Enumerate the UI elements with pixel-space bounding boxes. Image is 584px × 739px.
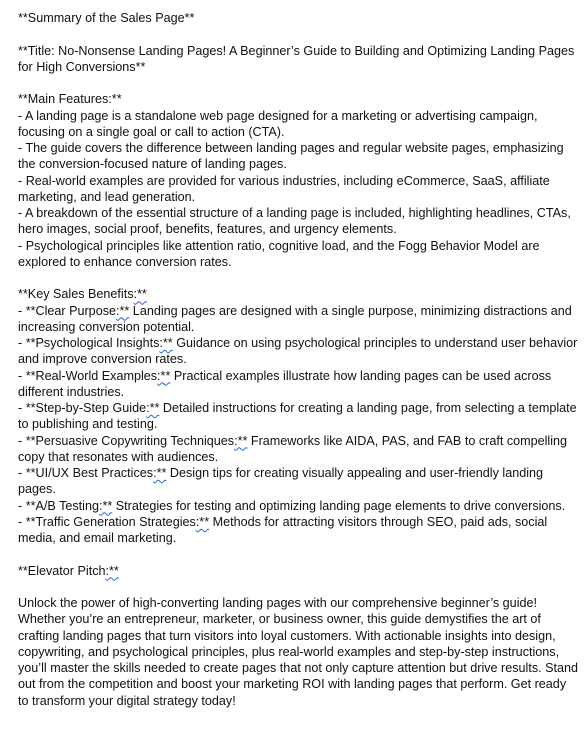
- benefit-text: Guidance on using psychological principles to understand user behavior and improve conversion rates.: [18, 336, 578, 367]
- spellcheck-mark: :**: [116, 303, 130, 318]
- benefit-item: [18, 335, 580, 368]
- benefit-prefix: - **Traffic Generation Strategies: [18, 514, 196, 529]
- spellcheck-mark: :**: [195, 514, 210, 529]
- blank-line: [18, 270, 580, 286]
- main-feature-item: - Real-world examples are provided for various industries, including eCommerce, SaaS, affiliate marketing, and lead generation.: [18, 173, 550, 204]
- benefit-text: Strategies for testing and optimizing landing page elements to drive conversions.: [112, 498, 566, 513]
- elevator-pitch-heading: [18, 563, 580, 579]
- spellcheck-mark: :**: [157, 368, 171, 383]
- title-line: **Title: No-Nonsense Landing Pages! A Beginner’s Guide to Building and Optimizing Landing Pages for High Conversions**: [18, 43, 575, 74]
- benefit-item: [18, 433, 580, 466]
- benefit-text: Methods for attracting visitors through SEO, paid ads, social media, and email marketing.: [18, 514, 548, 545]
- benefit-text: Design tips for creating visually appealing and user-friendly landing pages.: [18, 466, 544, 497]
- benefit-text: Frameworks like AIDA, PAS, and FAB to craft compelling copy that resonates with audiences.: [18, 433, 568, 464]
- benefit-item: [18, 498, 580, 514]
- spellcheck-mark: :**: [98, 498, 113, 513]
- benefit-prefix: - **Psychological Insights: [18, 336, 160, 350]
- main-features-heading: **Main Features:**: [18, 92, 122, 107]
- benefit-prefix: - **Real-World Examples: [18, 368, 158, 383]
- benefit-prefix: - **UI/UX Best Practices: [18, 466, 154, 480]
- spellcheck-mark: :**: [105, 563, 119, 578]
- elevator-pitch-heading-text: **Elevator Pitch: [18, 563, 106, 578]
- key-benefits-heading-text: **Key Sales Benefits: [18, 287, 134, 302]
- main-feature-item: - A breakdown of the essential structure of a landing page is included, highlighting headlines, CTAs, hero images, social proof, benefits, features, and urgency elements.: [18, 206, 571, 237]
- benefit-text: Practical examples illustrate how landing pages can be used across different industries.: [18, 368, 552, 399]
- blank-line: [18, 26, 580, 42]
- summary-heading: **Summary of the Sales Page**: [18, 11, 195, 25]
- benefit-item: [18, 368, 580, 401]
- key-benefits-heading: [18, 286, 580, 302]
- blank-line: [18, 546, 580, 562]
- main-feature-item: - The guide covers the difference between landing pages and regular website pages, emphasizing the conversion-focused nature of landing pages.: [18, 141, 564, 172]
- benefit-prefix: - **A/B Testing: [18, 498, 99, 513]
- benefit-prefix: - **Step-by-Step Guide: [18, 401, 147, 415]
- benefit-item: [18, 303, 580, 336]
- spellcheck-mark: :**: [234, 433, 248, 448]
- spellcheck-mark: :**: [159, 336, 173, 350]
- benefit-text: Detailed instructions for creating a landing page, from selecting a template to publishing and testing.: [18, 401, 577, 432]
- benefit-item: [18, 514, 580, 547]
- elevator-pitch-body: Unlock the power of high-converting landing pages with our comprehensive beginner’s guide! Whether you’re an entrepreneur, marketer, or business owner, this guide demystifies the art of crafting landing pages that turn visitors into loyal customers. With actionable insights into design, copywriting, and psychological principles, plus real-world examples and step-by-step instructions, you’ll master the skills needed to create pages that not only capture attention but drive results. Stand out from the competition and boost your marketing ROI with landing pages that perform. Get ready to transform your digital strategy today!: [18, 596, 579, 708]
- document-body[interactable]: [18, 10, 580, 709]
- main-feature-item: - Psychological principles like attention ratio, cognitive load, and the Fogg Behavior Model are explored to enhance conversion rates.: [18, 238, 540, 269]
- spellcheck-mark: :**: [146, 401, 160, 415]
- blank-line: [18, 579, 580, 595]
- benefit-prefix: - **Persuasive Copywriting Techniques: [18, 433, 235, 448]
- benefit-text: Landing pages are designed with a single purpose, minimizing distractions and increasing conversion potential.: [18, 303, 572, 334]
- benefit-item: [18, 465, 580, 498]
- spellcheck-mark: :**: [153, 466, 167, 480]
- benefit-item: [18, 400, 580, 433]
- blank-line: [18, 75, 580, 91]
- main-feature-item: - A landing page is a standalone web page designed for a marketing or advertising campaign, focusing on a single goal or call to action (CTA).: [18, 108, 538, 139]
- benefit-prefix: - **Clear Purpose: [18, 303, 116, 318]
- spellcheck-mark: :**: [133, 287, 147, 302]
